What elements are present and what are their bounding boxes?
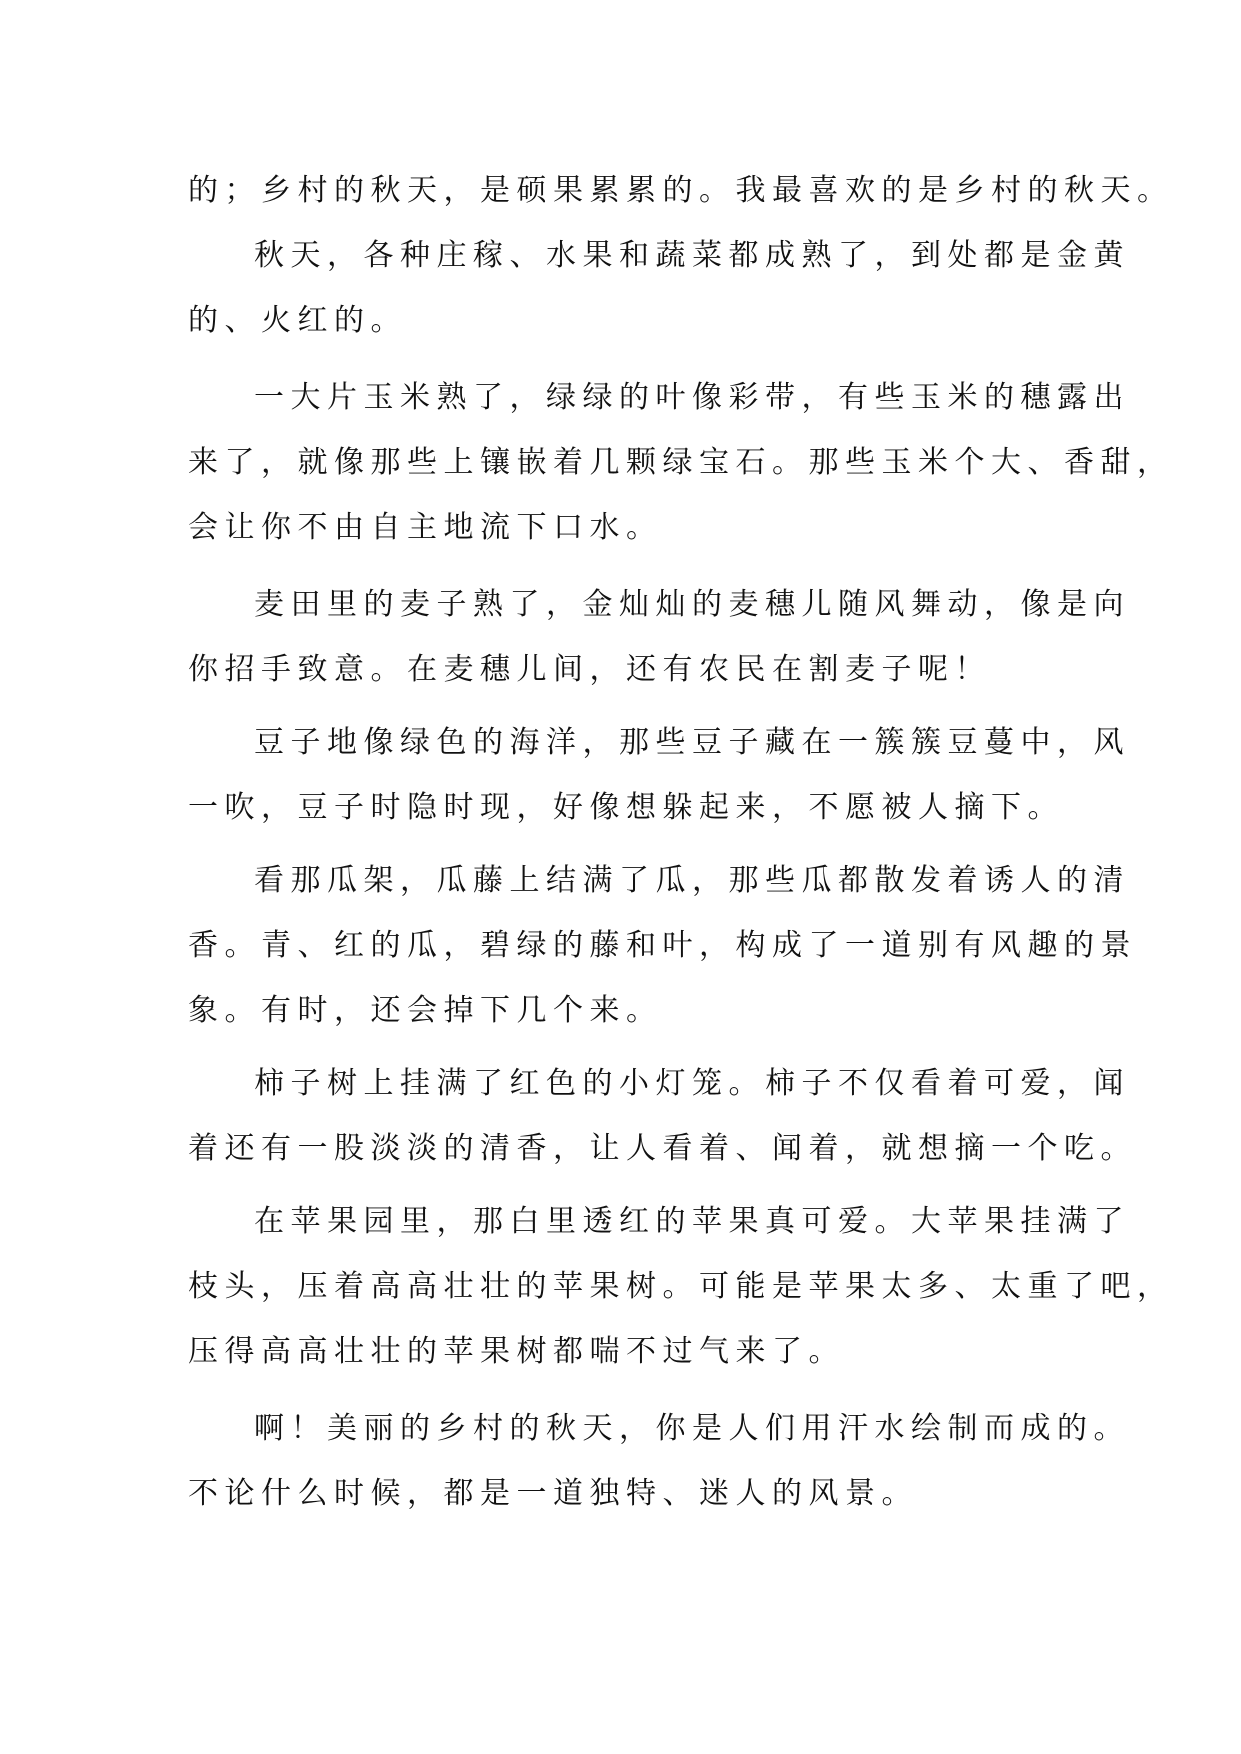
paragraph-line: 看那瓜架，瓜藤上结满了瓜，那些瓜都散发着诱人的清 [254, 863, 1130, 898]
paragraph-line: 香。青、红的瓜，碧绿的藤和叶，构成了一道别有风趣的景 [188, 928, 1137, 963]
paragraph-line: 啊！美丽的乡村的秋天，你是人们用汗水绘制而成的。 [254, 1411, 1130, 1446]
paragraph-line: 的、火红的。 [188, 303, 407, 338]
paragraph-line: 来了，就像那些上镶嵌着几颗绿宝石。那些玉米个大、香甜， [188, 445, 1174, 480]
paragraph-line: 枝头，压着高高壮壮的苹果树。可能是苹果太多、太重了吧， [188, 1269, 1174, 1304]
paragraph-line: 会让你不由自主地流下口水。 [188, 510, 663, 545]
essay-body [188, 158, 1174, 1526]
paragraph-line: 一大片玉米熟了，绿绿的叶像彩带，有些玉米的穗露出 [254, 380, 1130, 415]
paragraph-line: 着还有一股淡淡的清香，让人看着、闻着，就想摘一个吃。 [188, 1131, 1137, 1166]
paragraph-line: 你招手致意。在麦穗儿间，还有农民在割麦子呢！ [188, 652, 991, 687]
paragraph-line: 在苹果园里，那白里透红的苹果真可爱。大苹果挂满了 [254, 1204, 1130, 1239]
paragraph-line: 一吹，豆子时隐时现，好像想躲起来，不愿被人摘下。 [188, 790, 1064, 825]
paragraph-line: 秋天，各种庄稼、水果和蔬菜都成熟了，到处都是金黄 [254, 238, 1130, 273]
paragraph-line: 的；乡村的秋天，是硕果累累的。我最喜欢的是乡村的秋天。 [188, 173, 1174, 208]
paragraph-line: 麦田里的麦子熟了，金灿灿的麦穗儿随风舞动，像是向 [254, 587, 1130, 622]
paragraph-line: 柿子树上挂满了红色的小灯笼。柿子不仅看着可爱，闻 [254, 1066, 1130, 1101]
paragraph-line: 不论什么时候，都是一道独特、迷人的风景。 [188, 1476, 918, 1511]
paragraph-line: 压得高高壮壮的苹果树都喘不过气来了。 [188, 1334, 845, 1369]
paragraph-line: 豆子地像绿色的海洋，那些豆子藏在一簇簇豆蔓中，风 [254, 725, 1130, 760]
paragraph-line: 象。有时，还会掉下几个来。 [188, 993, 663, 1028]
